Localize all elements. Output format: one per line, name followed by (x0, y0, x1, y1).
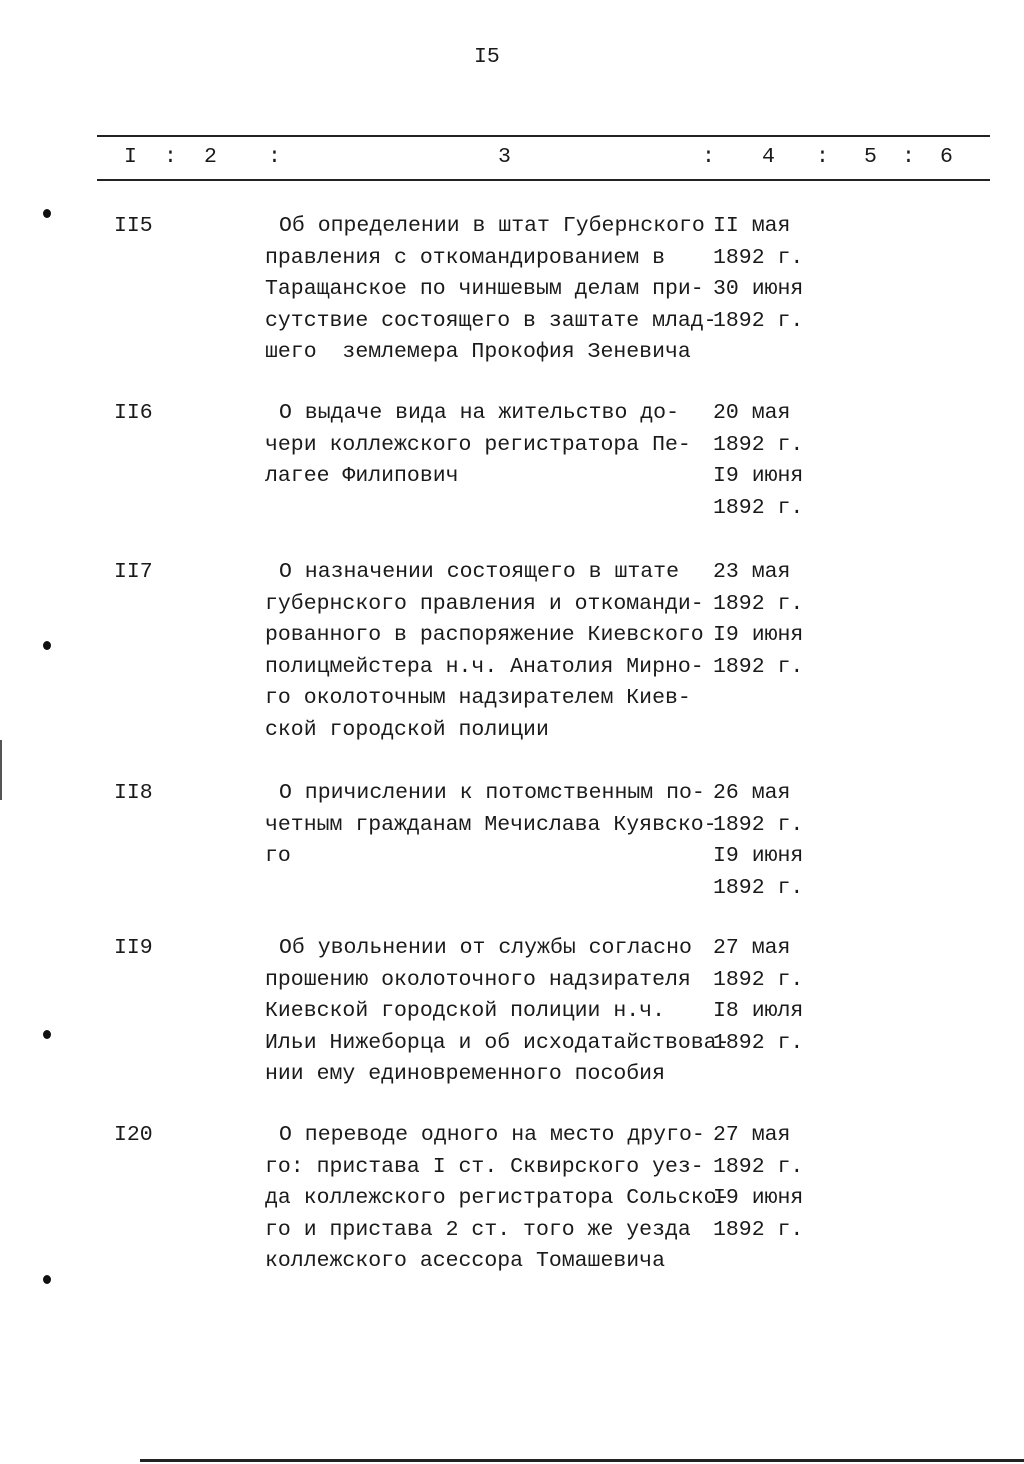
entry-text-line: да коллежского регистратора Сольско- (265, 1186, 730, 1211)
entry-text-line: сутствие состоящего в заштате млад- (265, 308, 717, 333)
entry-number: II5 (114, 214, 153, 238)
entry-date-line: 1892 г. (713, 875, 804, 900)
entry-date-line: 1892 г. (713, 308, 804, 333)
entry-text-line: О причислении к потомственным по- (279, 781, 705, 805)
entry-text-line: прошению околоточного надзирателя (265, 967, 691, 992)
column-separator: : (268, 145, 281, 169)
column-header: 5 (864, 145, 877, 169)
entry-text-line: лагее Филипович (265, 464, 459, 489)
entry-text-line: Киевской городской полиции н.ч. (265, 999, 665, 1024)
table-top-rule (97, 135, 990, 137)
column-separator: : (902, 145, 915, 169)
entry-date-line: 27 мая (713, 936, 791, 960)
entry-text-line: чери коллежского регистратора Пе- (265, 432, 691, 457)
entry-text-line: ской городской полиции (265, 718, 549, 742)
column-header: 2 (204, 145, 217, 169)
entry-number: II8 (114, 781, 153, 805)
entry-text-line: го (265, 844, 291, 869)
entry-text-line: полицмейстера н.ч. Анатолия Мирно- (265, 654, 704, 679)
column-header: 4 (762, 145, 775, 169)
entry-text-line: коллежского асессора Томашевича (265, 1249, 665, 1274)
entry-date-line: 1892 г. (713, 967, 804, 992)
entry-date-line: I9 июня (713, 623, 804, 648)
entry-date-line: 1892 г. (713, 1154, 804, 1179)
entry-text-line: го и пристава 2 ст. того же уезда (265, 1217, 691, 1242)
entry-date-line: 1892 г. (713, 495, 804, 520)
entry-text-line: го околоточным надзирателем Киев- (265, 686, 691, 711)
entry-date-line: 1892 г. (713, 1030, 804, 1055)
column-header: 6 (940, 145, 953, 169)
entry-date-line: 20 мая (713, 401, 791, 425)
binder-hole-mark (43, 641, 51, 650)
entry-date-line: 30 июня (713, 277, 804, 302)
entry-date-line: I9 июня (713, 1186, 804, 1211)
entry-text-line: О назначении состоящего в штате (279, 560, 679, 584)
entry-text-line: Об определении в штат Губернского (279, 214, 705, 238)
scan-edge-mark (0, 740, 2, 800)
entry-date-line: 27 мая (713, 1123, 791, 1147)
entry-date-line: 26 мая (713, 781, 791, 805)
entry-date-line: I8 июля (713, 999, 804, 1024)
entry-date-line: 1892 г. (713, 245, 804, 270)
entry-text-line: го: пристава I ст. Сквирского уез- (265, 1154, 704, 1179)
entry-date-line: I9 июня (713, 464, 804, 489)
entry-text-line: Об увольнении от службы согласно (279, 936, 692, 960)
entry-number: II9 (114, 936, 153, 960)
entry-number: I20 (114, 1123, 153, 1147)
column-separator: : (816, 145, 829, 169)
entry-date-line: 1892 г. (713, 654, 804, 679)
binder-hole-mark (43, 1030, 51, 1039)
entry-date-line: 1892 г. (713, 1217, 804, 1242)
entry-text-line: Ильи Нижеборца и об исходатайствова- (265, 1030, 730, 1055)
entry-number: II6 (114, 401, 153, 425)
binder-hole-mark (43, 1275, 51, 1284)
entry-text-line: нии ему единовременного пособия (265, 1062, 665, 1087)
entry-text-line: рованного в распоряжение Киевского (265, 623, 704, 648)
bottom-scan-edge (140, 1459, 1024, 1462)
column-separator: : (702, 145, 715, 169)
column-separator: : (164, 145, 177, 169)
page-number: I5 (474, 45, 500, 69)
entry-date-line: 1892 г. (713, 432, 804, 457)
table-header-bottom-rule (97, 179, 990, 181)
entry-date-line: II мая (713, 214, 791, 238)
entry-date-line: 1892 г. (713, 591, 804, 616)
entry-date-line: I9 июня (713, 844, 804, 869)
column-header: 3 (498, 145, 511, 169)
entry-text-line: четным гражданам Мечислава Куявско- (265, 812, 717, 837)
entry-text-line: губернского правления и откоманди- (265, 591, 704, 616)
entry-date-line: 23 мая (713, 560, 791, 584)
entry-text-line: Таращанское по чиншевым делам при- (265, 277, 704, 302)
entry-number: II7 (114, 560, 153, 584)
entry-text-line: шего землемера Прокофия Зеневича (265, 340, 691, 365)
entry-text-line: О переводе одного на место друго- (279, 1123, 705, 1147)
entry-text-line: О выдаче вида на жительство до- (279, 401, 679, 425)
column-header: I (124, 145, 137, 169)
entry-date-line: 1892 г. (713, 812, 804, 837)
binder-hole-mark (43, 209, 51, 218)
entry-text-line: правления с откомандированием в (265, 245, 665, 270)
